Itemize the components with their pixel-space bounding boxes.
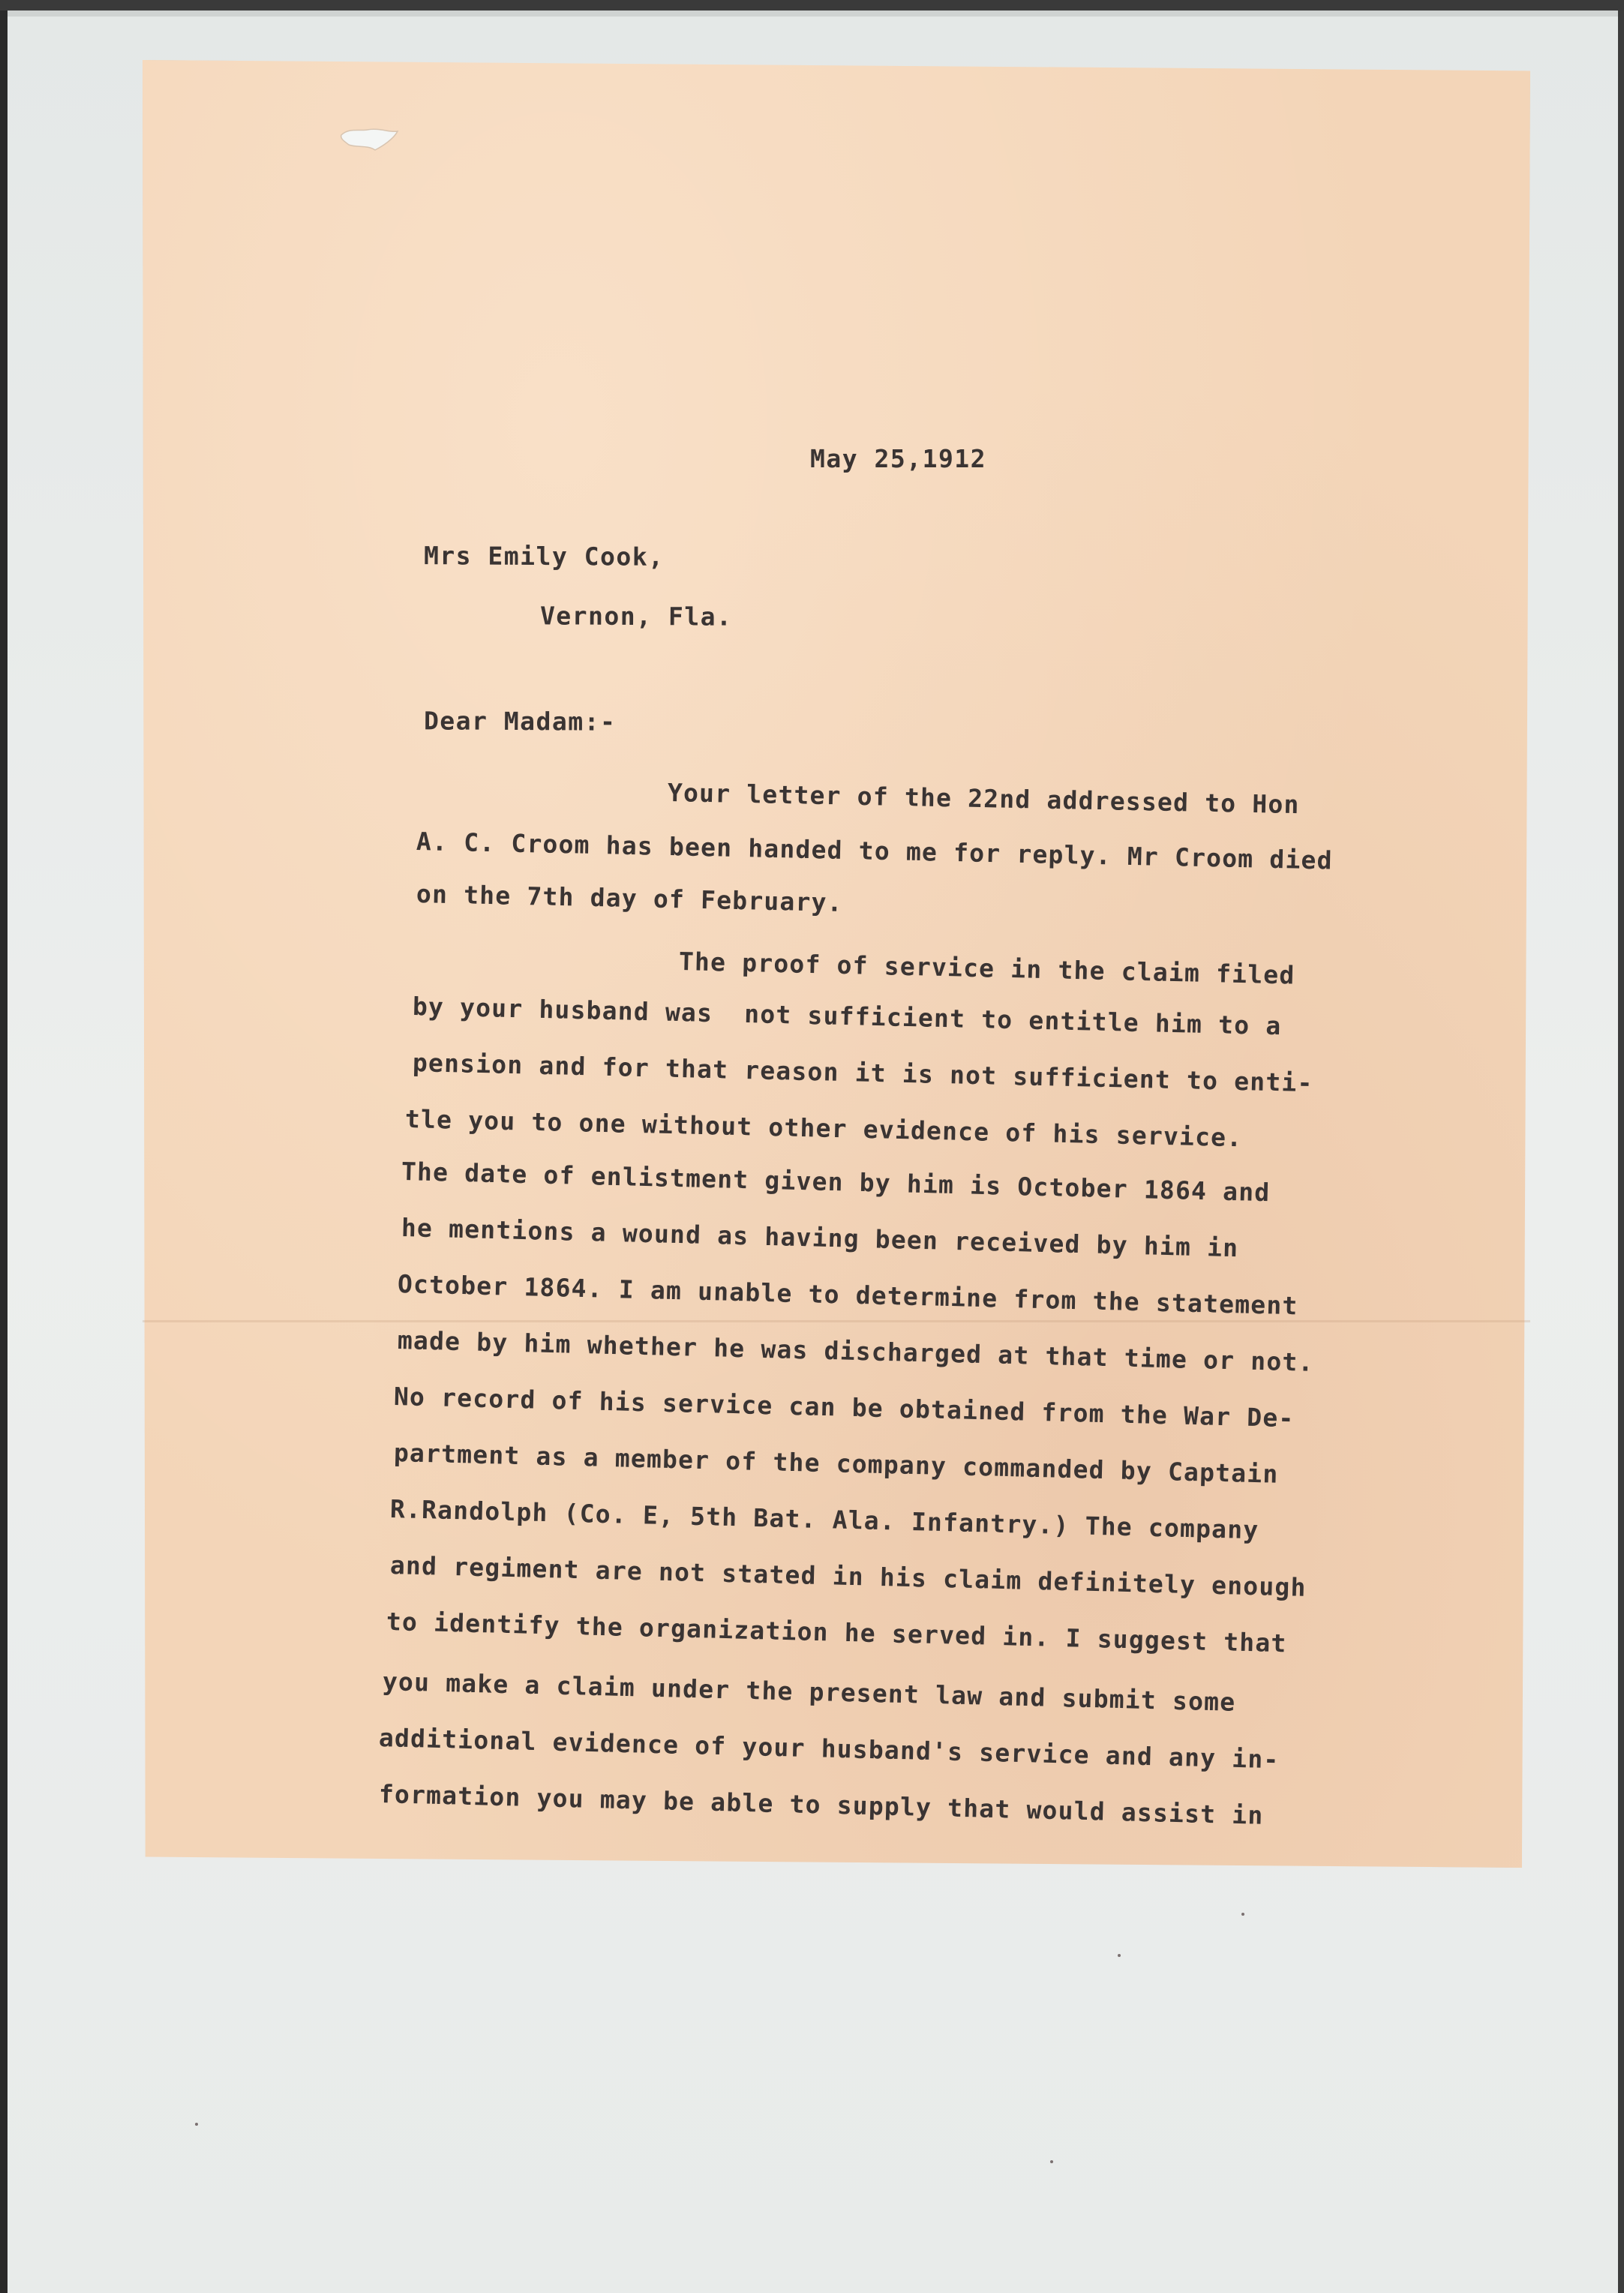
body-line: No record of his service can be obtained from the War De- <box>393 1382 1295 1433</box>
body-line: tle you to one without other evidence of his service. <box>404 1104 1243 1153</box>
body-line: pension and for that reason it is not sufficient to enti- <box>412 1048 1313 1098</box>
dust-speck <box>195 2123 198 2126</box>
dust-speck <box>1050 2160 1053 2163</box>
body-line: he mentions a wound as having been received by him in <box>401 1213 1239 1263</box>
dust-speck <box>1118 1954 1121 1957</box>
body-line: you make a claim under the present law and submit some <box>382 1667 1236 1717</box>
salutation: Dear Madam:- <box>423 706 617 737</box>
body-line: The proof of service in the claim filed <box>678 947 1295 990</box>
recipient-address: Vernon, Fla. <box>539 601 733 632</box>
body-line: October 1864. I am unable to determine from the statement <box>397 1269 1298 1321</box>
body-line: Your letter of the 22nd addressed to Hon <box>667 778 1300 820</box>
dust-speck <box>1241 1913 1244 1916</box>
body-line: by your husband was not sufficient to entitle him to a <box>412 992 1282 1041</box>
letter-date: May 25,1912 <box>810 444 987 473</box>
body-line: additional evidence of your husband's service and any in- <box>378 1723 1280 1775</box>
body-line: and regiment are not stated in his claim definitely enough <box>389 1550 1307 1602</box>
body-line: A. C. Croom has been handed to me for reply. Mr Croom died <box>416 827 1334 875</box>
body-line: The date of enlistment given by him is October 1864 and <box>401 1157 1271 1208</box>
body-line: formation you may be able to supply that would assist in <box>378 1779 1264 1830</box>
body-line: R.Randolph (Co. E, 5th Bat. Ala. Infantry.) The company <box>389 1494 1259 1545</box>
body-line: partment as a member of the company commanded by Captain <box>393 1438 1279 1489</box>
body-line: made by him whether he was discharged at that time or not. <box>397 1325 1315 1377</box>
recipient-name: Mrs Emily Cook, <box>423 541 665 572</box>
body-line: on the 7th day of February. <box>416 879 844 917</box>
body-line: to identify the organization he served in. I suggest that <box>386 1607 1287 1658</box>
